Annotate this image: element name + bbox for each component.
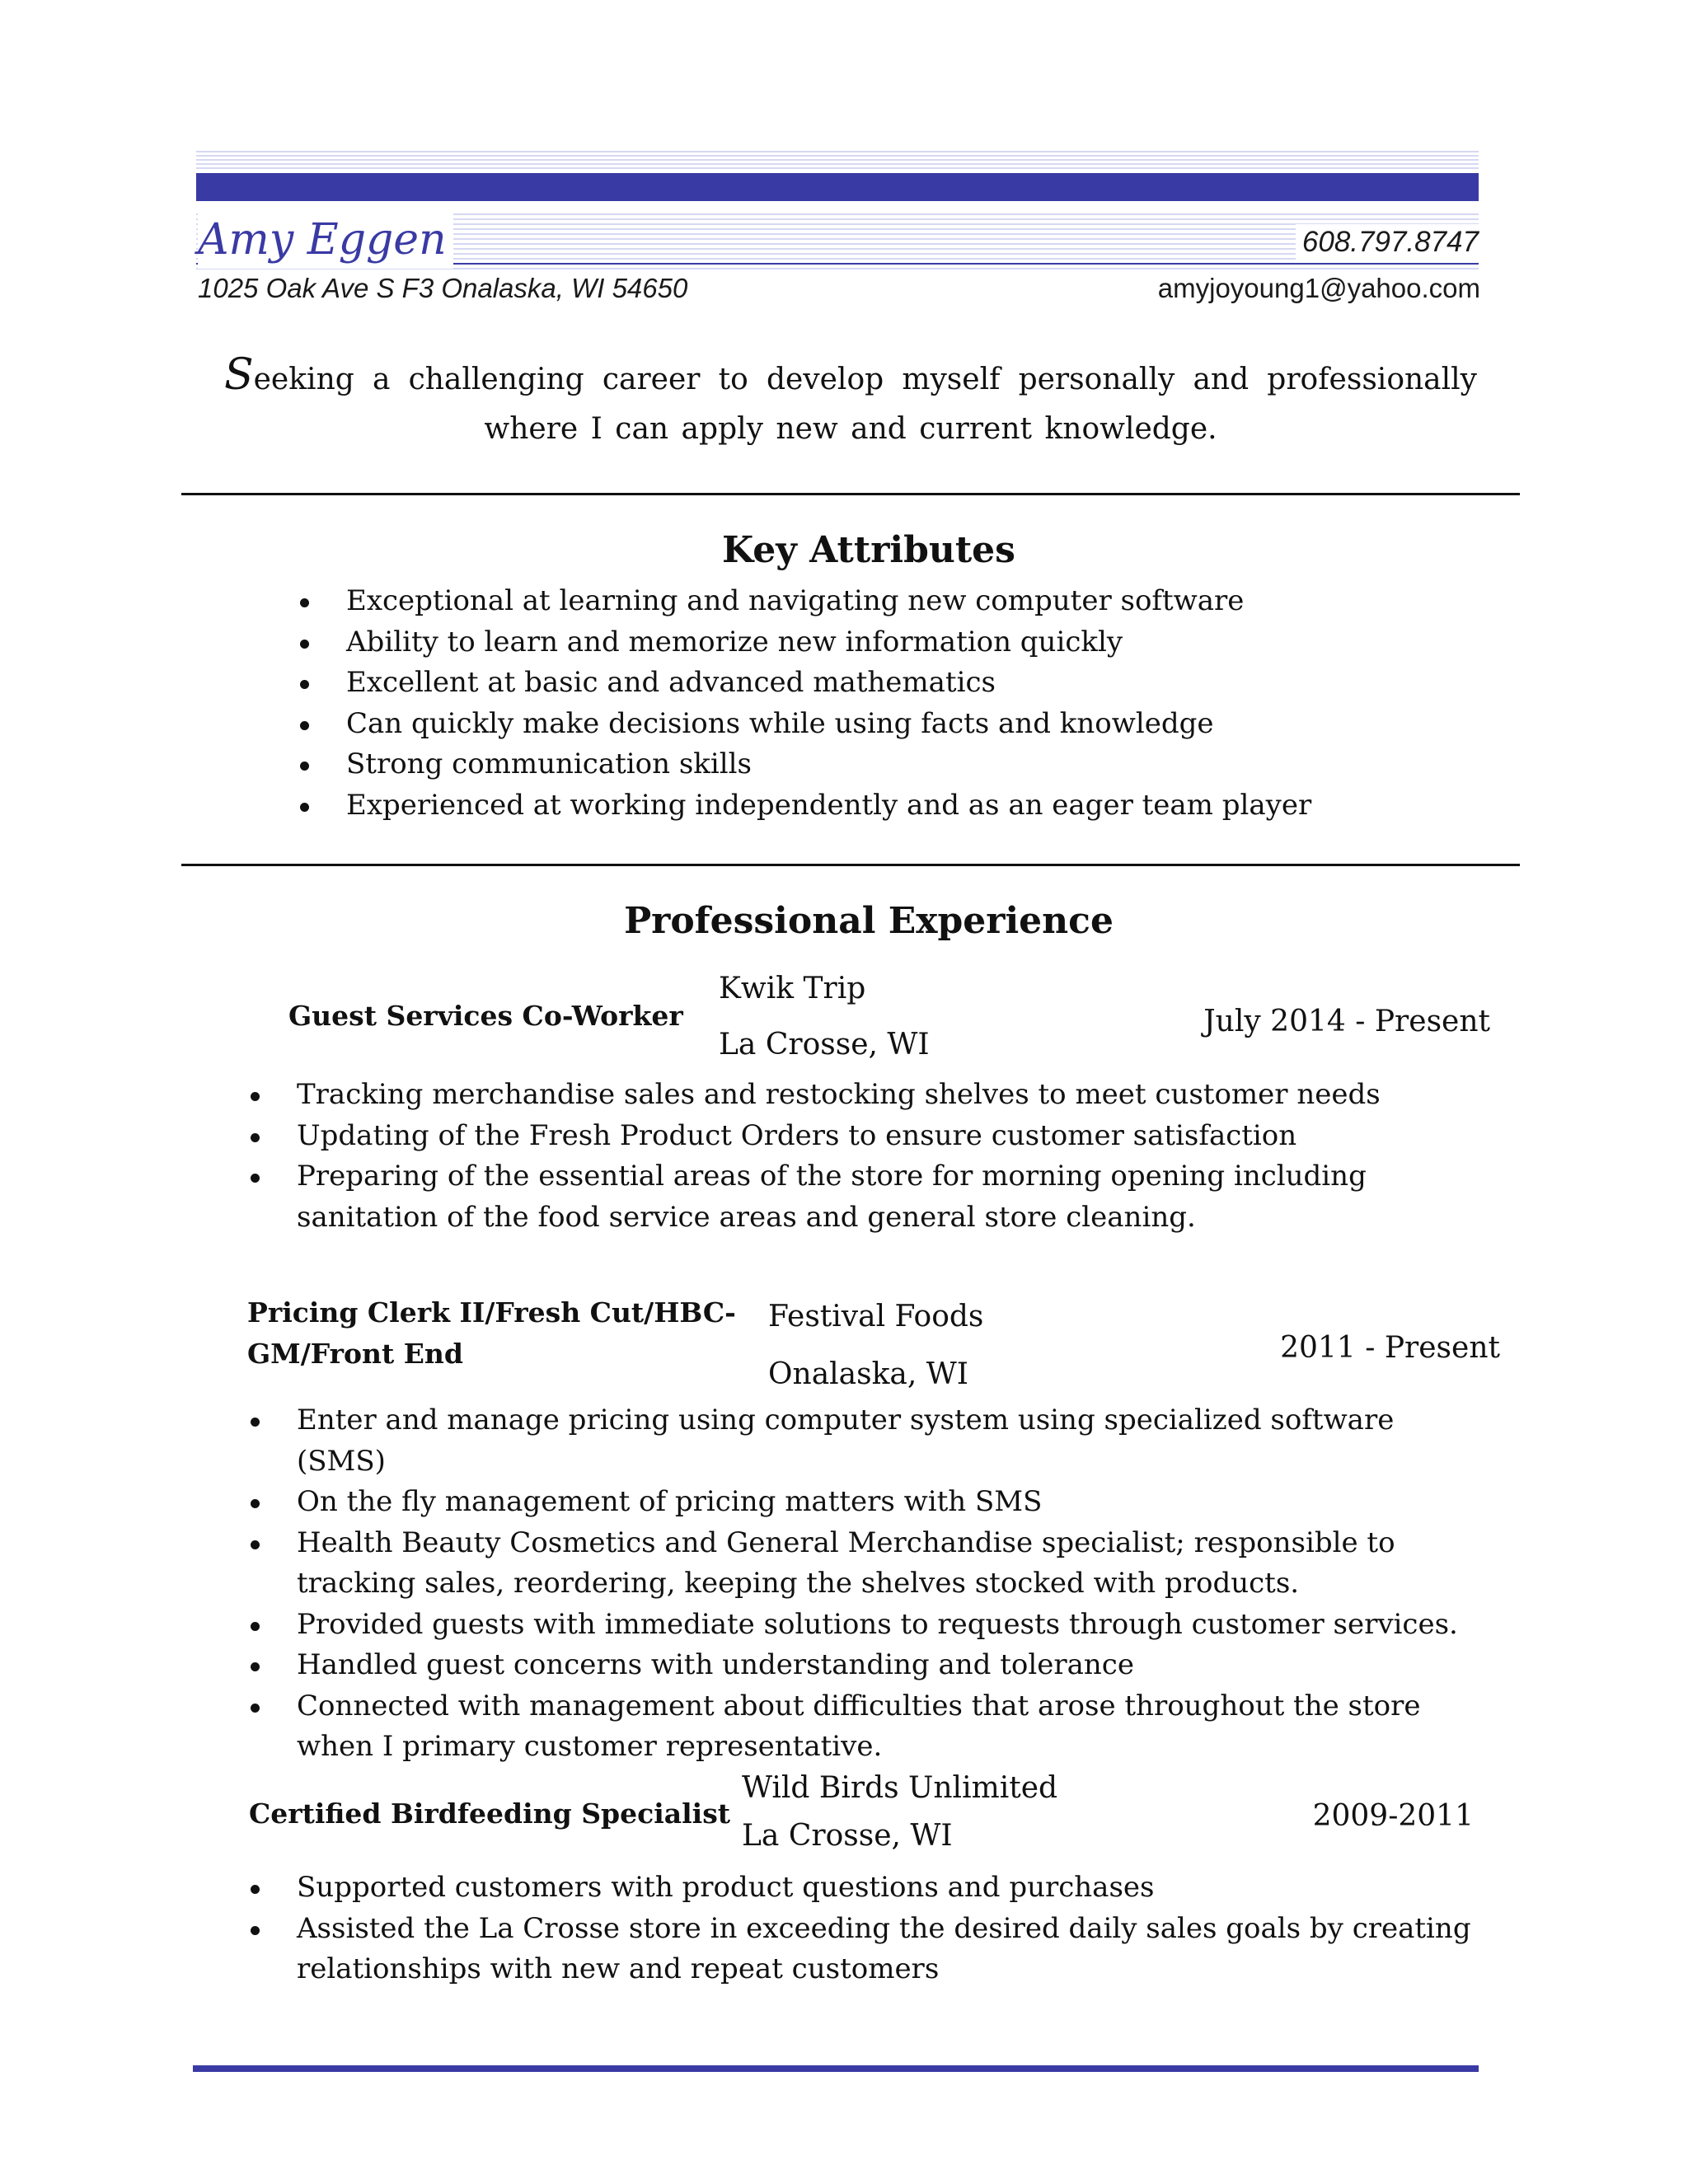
list-item: Ability to learn and memorize new information quickly — [346, 622, 1500, 663]
job-duties-list — [297, 1868, 1484, 1990]
key-attributes-list — [346, 581, 1500, 826]
bullet-icon — [251, 1662, 260, 1671]
bullet-icon — [300, 640, 309, 649]
bullet-icon — [251, 1418, 260, 1427]
job-title: Certified Birdfeeding Specialist — [249, 1797, 731, 1830]
list-item: Excellent at basic and advanced mathematics — [346, 663, 1500, 704]
phone-number: 608.797.8747 — [1296, 224, 1479, 260]
list-item: Exceptional at learning and navigating new computer software — [346, 581, 1500, 622]
job-dates: 2009-2011 — [1312, 1799, 1474, 1833]
list-item: Health Beauty Cosmetics and General Merchandise specialist; responsible to tracking sales, reordering, keeping the shelves stocked with products. — [297, 1523, 1484, 1605]
bullet-icon — [251, 1174, 260, 1183]
bullet-icon — [251, 1885, 260, 1894]
list-item: Assisted the La Crosse store in exceeding the desired daily sales goals by creating relationships with new and repeat customers — [297, 1909, 1484, 1990]
list-item: On the fly management of pricing matters with SMS — [297, 1482, 1484, 1523]
job-company: Wild Birds Unlimited — [742, 1771, 1058, 1805]
job-company: Kwik Trip — [719, 972, 866, 1005]
header-stripes-top — [196, 150, 1479, 170]
email-address: amyjoyoung1@yahoo.com — [1151, 272, 1480, 305]
job-location: La Crosse, WI — [719, 1028, 930, 1062]
list-item: Enter and manage pricing using computer system using specialized software (SMS) — [297, 1400, 1484, 1482]
job-dates: July 2014 - Present — [1203, 1005, 1490, 1038]
professional-experience-heading: Professional Experience — [624, 900, 1114, 942]
objective-text: eeking a challenging career to develop myself personally and professionally where I can apply new and current knowledge. — [253, 363, 1477, 446]
bullet-icon — [300, 803, 309, 812]
list-item: Strong communication skills — [346, 744, 1500, 785]
bullet-icon — [251, 1704, 260, 1713]
objective-statement — [224, 350, 1477, 454]
job-duties-list — [297, 1400, 1484, 1768]
section-divider — [181, 864, 1520, 866]
list-item: Updating of the Fresh Product Orders to ensure customer satisfaction — [297, 1116, 1484, 1157]
job-title: Guest Services Co-Worker — [288, 1000, 683, 1032]
bullet-icon — [251, 1499, 260, 1508]
list-item: Supported customers with product questions and purchases — [297, 1868, 1484, 1909]
bullet-icon — [251, 1926, 260, 1935]
header-accent-bar — [196, 173, 1479, 201]
list-item: Handled guest concerns with understanding and tolerance — [297, 1645, 1484, 1686]
bullet-icon — [300, 762, 309, 771]
footer-accent-bar — [193, 2065, 1479, 2072]
bullet-icon — [251, 1133, 260, 1142]
bullet-icon — [251, 1540, 260, 1549]
job-duties-list — [297, 1075, 1484, 1238]
bullet-icon — [300, 721, 309, 730]
list-item: Tracking merchandise sales and restocking shelves to meet customer needs — [297, 1075, 1484, 1116]
list-item: Connected with management about difficulties that arose throughout the store when I primary customer representative. — [297, 1686, 1484, 1768]
job-title: Pricing Clerk II/Fresh Cut/HBC-GM/Front End — [247, 1296, 736, 1370]
job-company: Festival Foods — [768, 1300, 984, 1333]
bullet-icon — [300, 680, 309, 689]
bullet-icon — [251, 1092, 260, 1101]
job-location: La Crosse, WI — [742, 1819, 953, 1853]
objective-drop-cap: S — [224, 350, 254, 400]
bullet-icon — [300, 598, 309, 607]
list-item: Experienced at working independently and as an eager team player — [346, 785, 1500, 827]
section-divider — [181, 493, 1520, 495]
candidate-name: Amy Eggen — [198, 211, 453, 269]
list-item: Provided guests with immediate solutions to requests through customer services. — [297, 1605, 1484, 1646]
job-location: Onalaska, WI — [768, 1357, 968, 1391]
bullet-icon — [251, 1622, 260, 1631]
street-address: 1025 Oak Ave S F3 Onalaska, WI 54650 — [198, 272, 694, 305]
list-item: Preparing of the essential areas of the store for morning opening including sanitation of the food service areas and general store cleaning. — [297, 1156, 1484, 1238]
list-item: Can quickly make decisions while using facts and knowledge — [346, 704, 1500, 745]
key-attributes-heading: Key Attributes — [722, 529, 1015, 571]
job-dates: 2011 - Present — [1280, 1331, 1500, 1365]
